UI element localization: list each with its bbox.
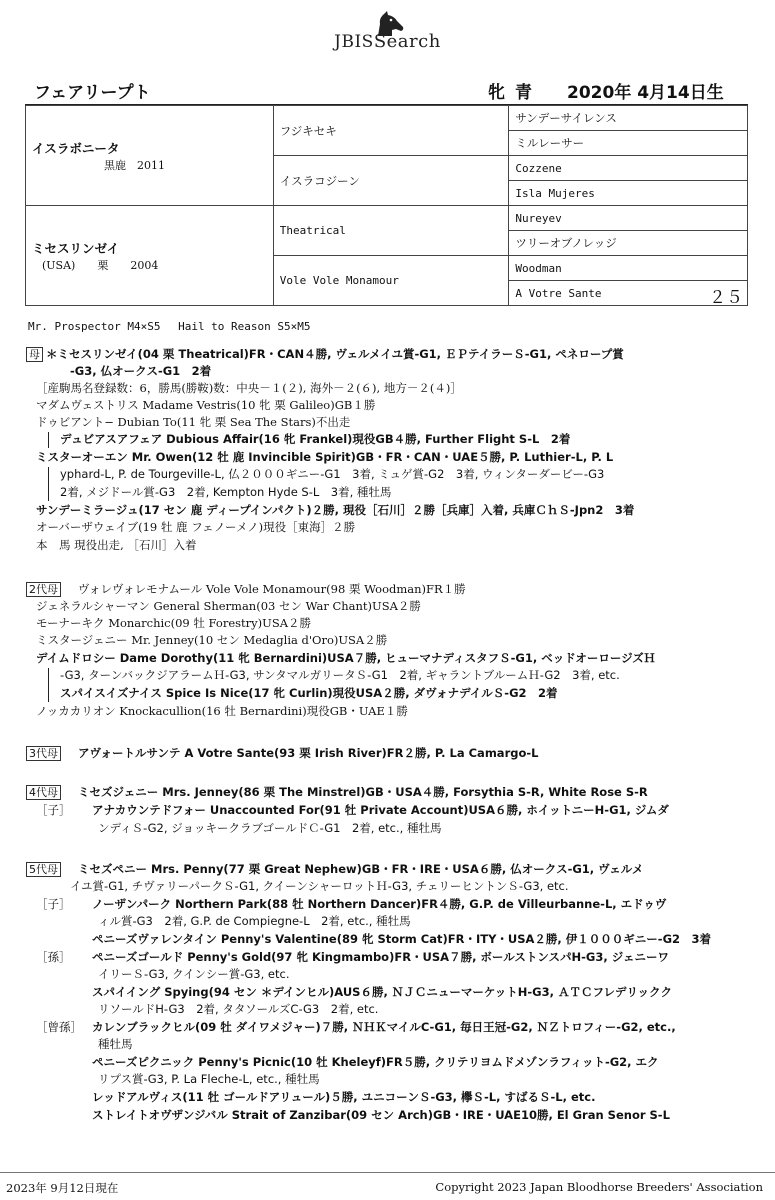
section-label-dam: 母 bbox=[26, 347, 43, 362]
footer-copyright: Copyright 2023 Japan Bloodhorse Breeders' Association bbox=[435, 1180, 763, 1194]
section-label-2nd-dam: 2代母 bbox=[26, 582, 61, 597]
g5dam-line-17: レッドアルヴィス(11 牡 ゴールドアリュール)５勝, ユニコーンＳ-G3, 欅Ｓ-L, すばるＳ-L, etc. bbox=[92, 1090, 596, 1104]
g5dam-line-18: ストレイトオヴザンジバル Strait of Zanzibar(09 セン Arch)GB・IRE・UAE10勝, El Gran Senor S-L bbox=[92, 1108, 670, 1122]
pedigree-g3-3: Cozzene bbox=[509, 156, 748, 181]
dam-line-12: 本 馬 現役出走, ［石川］入着 bbox=[36, 538, 197, 552]
pedigree-dam bbox=[26, 206, 274, 306]
g3dam-line-1: アヴォートルサンテ A Votre Sante(93 栗 Irish River)FR２勝, P. La Camargo-L bbox=[78, 746, 539, 760]
logo-jbis: JBIS bbox=[334, 32, 374, 52]
inbreeding-line: Mr. Prospector M4×S5 Hail to Reason S5×M5 bbox=[28, 320, 311, 333]
g5dam-line-6: ペニーズヴァレンタイン Penny's Valentine(89 牝 Storm Cat)FR・ITY・USA２勝, 伊１０００ギニー-G2 3着 bbox=[92, 932, 712, 946]
g5dam-line-2: イユ賞-G1, チヴァリーパークＳ-G1, クイーンシャーロットＨ-G3, チェリーヒントンＳ-G3, etc. bbox=[70, 879, 569, 893]
dam-line-7: ミスターオーエン Mr. Owen(12 牡 鹿 Invincible Spirit)GB・FR・CAN・UAE５勝, P. Luthier-L, P. L bbox=[36, 450, 614, 464]
g5dam-line-8: ペニーズゴールド Penny's Gold(97 牝 Kingmambo)FR・USA７勝, ボールストンスパH-G3, ジェニーワ bbox=[92, 950, 669, 964]
g2dam-line-8: ノッカカリオン Knockacullion(16 牡 Bernardini)現役GB・UAE１勝 bbox=[36, 704, 408, 718]
pedigree-g3-4: Isla Mujeres bbox=[509, 181, 748, 206]
dam-line-3: ［産駒馬名登録数：6，勝馬(勝鞍)数：中央－１(２), 海外－２(６), 地方－２(４)］ bbox=[36, 381, 462, 395]
g5dam-line-15: ペニーズピクニック Penny's Picnic(10 牡 Kheleyf)FR５勝, クリテリヨムドメゾンラフィット-G2, エク bbox=[92, 1055, 659, 1069]
dam-line-10: サンデーミラージュ(17 セン 鹿 ディープインパクト)２勝, 現役［石川］２勝［兵庫］入着, 兵庫ＣｈＳ-Jpn2 3着 bbox=[36, 503, 635, 517]
pedigree-number: ２５ bbox=[709, 288, 743, 308]
g5dam-line-14: 種牡馬 bbox=[98, 1037, 133, 1051]
section-label-5th-dam: 5代母 bbox=[26, 862, 61, 877]
g4dam-line-4: ンディＳ-G2, ジョッキークラブゴールドＣ-G1 2着, etc., 種牡馬 bbox=[98, 821, 442, 835]
footer-date: 2023年 9月12日現在 bbox=[6, 1181, 119, 1195]
logo-search: Search bbox=[373, 31, 441, 52]
pedigree-g3-8 bbox=[509, 281, 748, 306]
dam-line-2: -G3, 仏オークス-G1 2着 bbox=[70, 364, 212, 378]
pedigree-g2-2: イスラコジーン bbox=[273, 156, 509, 206]
footer-divider bbox=[0, 1172, 775, 1173]
pedigree-g2-1: フジキセキ bbox=[273, 106, 509, 156]
g4dam-line-1: ミセズジェニー Mrs. Jenney(86 栗 The Minstrel)GB・USA４勝, Forsythia S-R, White Rose S-R bbox=[78, 785, 648, 799]
g2dam-line-3: モーナーキク Monarchic(09 牡 Forestry)USA２勝 bbox=[36, 616, 312, 630]
g5dam-line-1: ミセズペニー Mrs. Penny(77 栗 Great Nephew)GB・FR・IRE・USA６勝, 仏オークス-G1, ヴェルメ bbox=[78, 862, 644, 876]
g5dam-line-16: リプス賞-G3, P. La Fleche-L, etc., 種牡馬 bbox=[98, 1072, 320, 1086]
g2dam-line-7: スパイスイズナイス Spice Is Nice(17 牝 Curlin)現役USA２勝, ダヴォナデイルＳ-G2 2着 bbox=[60, 686, 558, 700]
horse-sex: 牝 bbox=[488, 83, 505, 103]
dam-vbar-2 bbox=[48, 467, 49, 501]
pedigree-table bbox=[25, 105, 748, 306]
g2dam-line-4: ミスタージェニー Mr. Jenney(10 セン Medaglia d'Oro)USA２勝 bbox=[36, 633, 388, 647]
pedigree-g3-6: ツリーオブノレッジ bbox=[509, 231, 748, 256]
pedigree-g2-4: Vole Vole Monamour bbox=[273, 256, 509, 306]
section-label-4th-dam: 4代母 bbox=[26, 785, 61, 800]
dam-line-5: ドゥビアント− Dubian To(11 牝 栗 Sea The Stars)不出走 bbox=[36, 415, 351, 429]
g2dam-line-2: ジェネラルシャーマン General Sherman(03 セン War Chant)USA２勝 bbox=[36, 599, 421, 613]
pedigree-g3-7: Woodman bbox=[509, 256, 748, 281]
g5dam-line-11: リソールドH-G3 2着, タタソールズC-G3 2着, etc. bbox=[98, 1002, 379, 1016]
g5dam-line-10: スパイイング Spying(94 セン ＊デインヒル)AUS６勝, ＮＪＣニューマーケットH-G3, ＡＴＣフレデリックク bbox=[92, 985, 673, 999]
g5dam-line-13: カレンブラックヒル(09 牡 ダイワメジャー)７勝, ＮＨＫマイルC-G1, 毎日王冠-G2, ＮＺトロフィー-G2, etc., bbox=[92, 1020, 676, 1034]
g5dam-line-4: ノーザンパーク Northern Park(88 牡 Northern Dancer)FR４勝, G.P. de Villeurbanne-L, エドゥヴ bbox=[92, 897, 667, 911]
pedigree-g2-3: Theatrical bbox=[273, 206, 509, 256]
dam-line-9: 2着, メジドール賞-G3 2着, Kempton Hyde S-L 3着, 種牡馬 bbox=[60, 485, 392, 499]
pedigree-sire bbox=[26, 106, 274, 206]
pedigree-g3-5: Nureyev bbox=[509, 206, 748, 231]
g5dam-line-12: ［曾孫］ bbox=[36, 1020, 82, 1034]
g4dam-line-3: アナカウンテドフォー Unaccounted For(91 牡 Private Account)USA６勝, ホイットニーH-G1, ジムダ bbox=[92, 803, 669, 817]
jbis-logo[interactable] bbox=[0, 10, 775, 56]
pedigree-g3-2: ミルレーサー bbox=[509, 131, 748, 156]
horse-birth: 2020年 4月14日生 bbox=[567, 83, 724, 103]
g2dam-line-5: デイムドロシー Dame Dorothy(11 牝 Bernardini)USA７勝, ヒューマナディスタフＳ-G1, ベッドオーロージズＨ bbox=[36, 651, 656, 665]
dam-line-4: マダムヴェストリス Madame Vestris(10 牝 栗 Galileo)GB１勝 bbox=[36, 398, 376, 412]
dam-name: ミセスリンゼイ bbox=[32, 240, 120, 256]
sire-info: 黒鹿 2011 bbox=[104, 158, 165, 172]
g2dam-line-1: ヴォレヴォレモナムール Vole Vole Monamour(98 栗 Woodman)FR１勝 bbox=[78, 582, 466, 596]
g5dam-line-5: ィル賞-G3 2着, G.P. de Compiegne-L 2着, etc., 種牡馬 bbox=[98, 914, 411, 928]
g5dam-line-3: ［子］ bbox=[36, 897, 71, 911]
pedigree-g3-8-name: A Votre Sante bbox=[515, 286, 602, 300]
horse-color: 青 bbox=[515, 83, 532, 103]
dam-line-6: デュビアスアフェア Dubious Affair(16 牝 Frankel)現役GB４勝, Further Flight S-L 2着 bbox=[60, 432, 571, 446]
g5dam-line-9: イリーＳ-G3, クインシー賞-G3, etc. bbox=[98, 967, 290, 981]
horse-title-row bbox=[34, 78, 734, 102]
pedigree-g3-1: サンデーサイレンス bbox=[509, 106, 748, 131]
sire-name: イスラボニータ bbox=[32, 140, 120, 156]
section-label-3rd-dam: 3代母 bbox=[26, 746, 61, 761]
g5dam-line-7: ［孫］ bbox=[36, 950, 71, 964]
horse-name: フェアリープト bbox=[34, 83, 151, 103]
g4dam-line-2: ［子］ bbox=[36, 803, 71, 817]
dam-info: (USA) 栗 2004 bbox=[42, 258, 159, 272]
dam-line-8: yphard-L, P. de Tourgeville-L, 仏２０００ギニー-G1 3着, ミュゲ賞-G2 3着, ウィンターダービー-G3 bbox=[60, 467, 605, 481]
g2dam-line-6: -G3, ターンバックジアラームＨ-G3, サンタマルガリータＳ-G1 2着, ギャラントブルームＨ-G2 3着, etc. bbox=[60, 668, 620, 682]
dam-vbar-1 bbox=[48, 432, 49, 448]
dam-line-1: ＊ミセスリンゼイ(04 栗 Theatrical)FR・CAN４勝, ヴェルメイユ賞-G1, ＥＰテイラーＳ-G1, ペネロープ賞 bbox=[46, 347, 624, 361]
dam-line-11: オーバーザウェイブ(19 牡 鹿 フェノーメノ)現役［東海］２勝 bbox=[36, 520, 356, 534]
g2dam-vbar bbox=[48, 668, 49, 702]
